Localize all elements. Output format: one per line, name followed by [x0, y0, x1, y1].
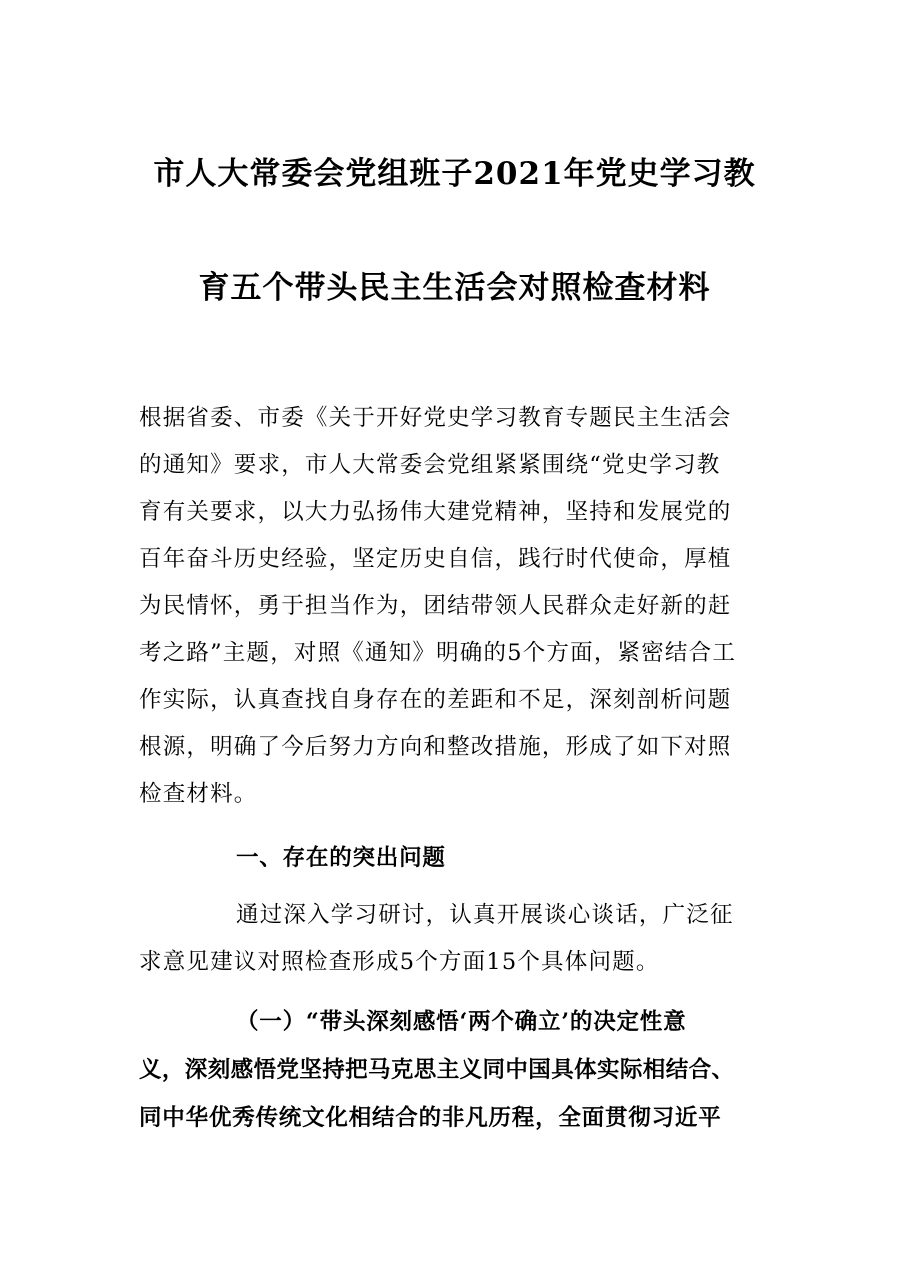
intro-line: 的通知》要求，市人大常委会党组紧紧围绕“党史学习教	[139, 452, 721, 478]
intro-line: 根源，明确了今后努力方向和整改措施，形成了如下对照	[139, 734, 732, 760]
section-line: 通过深入学习研讨，认真开展谈心谈话，广泛征	[236, 902, 734, 928]
intro-line: 育有关要求，以大力弘扬伟大建党精神，坚持和发展党的	[139, 499, 732, 525]
subsection-line: 义，深刻感悟党坚持把马克思主义同中国具体实际相结合、	[139, 1057, 735, 1083]
document-title-line-1: 市人大常委会党组班子2021年党史学习教	[153, 156, 756, 192]
document-title-line-2: 育五个带头民主生活会对照检查材料	[198, 270, 711, 306]
section-heading: 一、存在的突出问题	[236, 845, 446, 871]
section-line: 求意见建议对照检查形成5个方面15个具体问题。	[139, 949, 660, 975]
intro-line: 检查材料。	[139, 781, 258, 807]
subsection-line: 同中华优秀传统文化相结合的非凡历程，全面贯彻习近平	[139, 1105, 722, 1131]
subsection-line: （一）“带头深刻感悟‘两个确立’的决定性意	[236, 1009, 687, 1035]
intro-line: 根据省委、市委《关于开好党史学习教育专题民主生活会	[139, 405, 732, 431]
intro-line: 为民情怀，勇于担当作为，团结带领人民群众走好新的赶	[139, 593, 732, 619]
intro-line: 百年奋斗历史经验，坚定历史自信，践行时代使命，厚植	[139, 546, 732, 572]
intro-line: 考之路”主题，对照《通知》明确的5个方面，紧密结合工	[139, 640, 737, 666]
intro-line: 作实际，认真查找自身存在的差距和不足，深刻剖析问题	[139, 687, 732, 713]
